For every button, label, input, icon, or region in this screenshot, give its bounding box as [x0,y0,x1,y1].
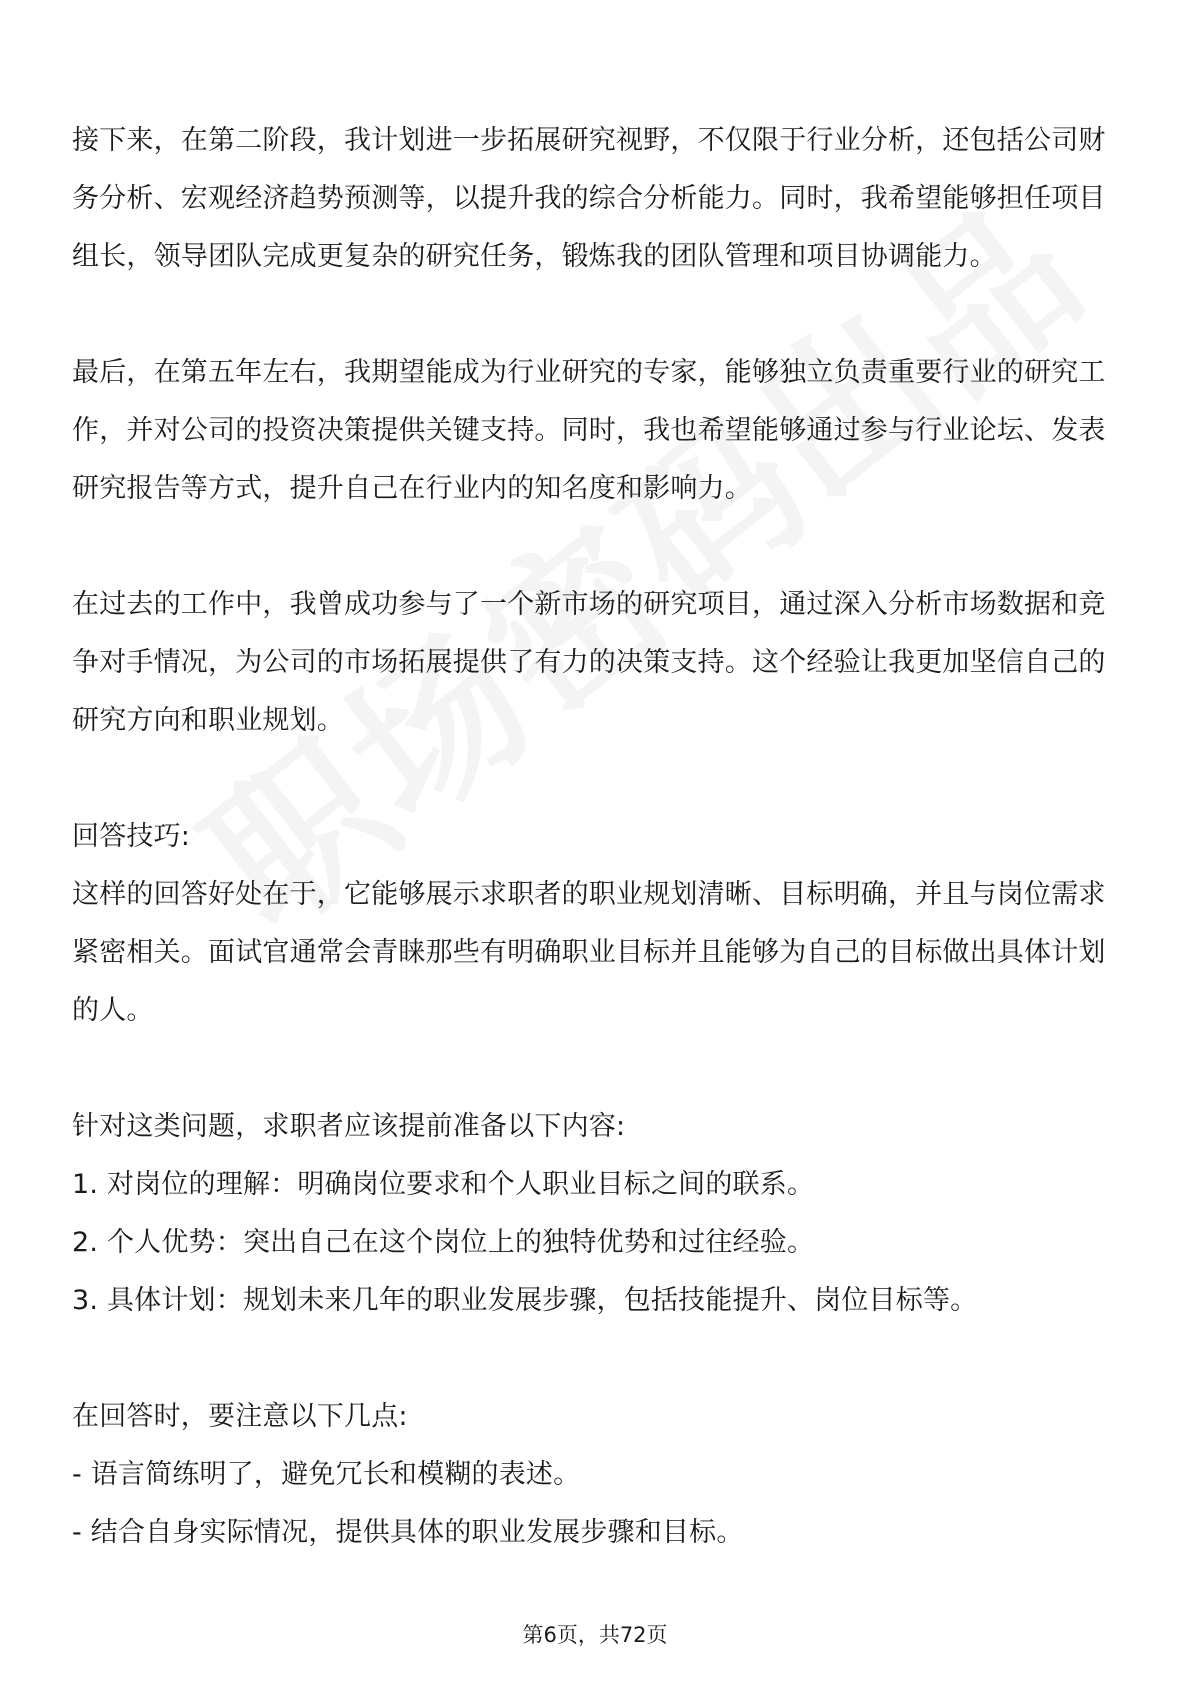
prep-item: 1. 对岗位的理解：明确岗位要求和个人职业目标之间的联系。 [72,1169,815,1200]
document-body [72,112,1118,1562]
spacer [72,518,1118,576]
notes-item: - 结合自身实际情况，提供具体的职业发展步骤和目标。 [72,1517,744,1548]
prep-item: 2. 个人优势：突出自己在这个岗位上的独特优势和过往经验。 [72,1227,815,1258]
page-number: 第6页，共72页 [522,1623,668,1647]
spacer [72,1330,1118,1388]
paragraph-stage-five: 最后，在第五年左右，我期望能成为行业研究的专家，能够独立负责重要行业的研究工作，并对公司的投资决策提供关键支持。同时，我也希望能够通过参与行业论坛、发表研究报告等方式，提升自己在行业内的知名度和影响力。 [72,357,1106,504]
prep-heading: 针对这类问题，求职者应该提前准备以下内容: [72,1111,626,1142]
tips-heading: 回答技巧: [72,821,191,852]
spacer [72,286,1118,344]
notes-heading: 在回答时，要注意以下几点: [72,1401,408,1432]
tips-body: 这样的回答好处在于，它能够展示求职者的职业规划清晰、目标明确，并且与岗位需求紧密相关。面试官通常会青睐那些有明确职业目标并且能够为自己的目标做出具体计划的人。 [72,879,1106,1026]
notes-item: - 语言简练明了，避免冗长和模糊的表述。 [72,1459,581,1490]
paragraph-stage-two: 接下来，在第二阶段，我计划进一步拓展研究视野，不仅限于行业分析，还包括公司财务分析、宏观经济趋势预测等，以提升我的综合分析能力。同时，我希望能够担任项目组长，领导团队完成更复杂的研究任务，锻炼我的团队管理和项目协调能力。 [72,125,1106,272]
spacer [72,750,1118,808]
spacer [72,1040,1118,1098]
paragraph-past-experience: 在过去的工作中，我曾成功参与了一个新市场的研究项目，通过深入分析市场数据和竞争对手情况，为公司的市场拓展提供了有力的决策支持。这个经验让我更加坚信自己的研究方向和职业规划。 [72,589,1106,736]
prep-item: 3. 具体计划：规划未来几年的职业发展步骤，包括技能提升、岗位目标等。 [72,1285,978,1316]
